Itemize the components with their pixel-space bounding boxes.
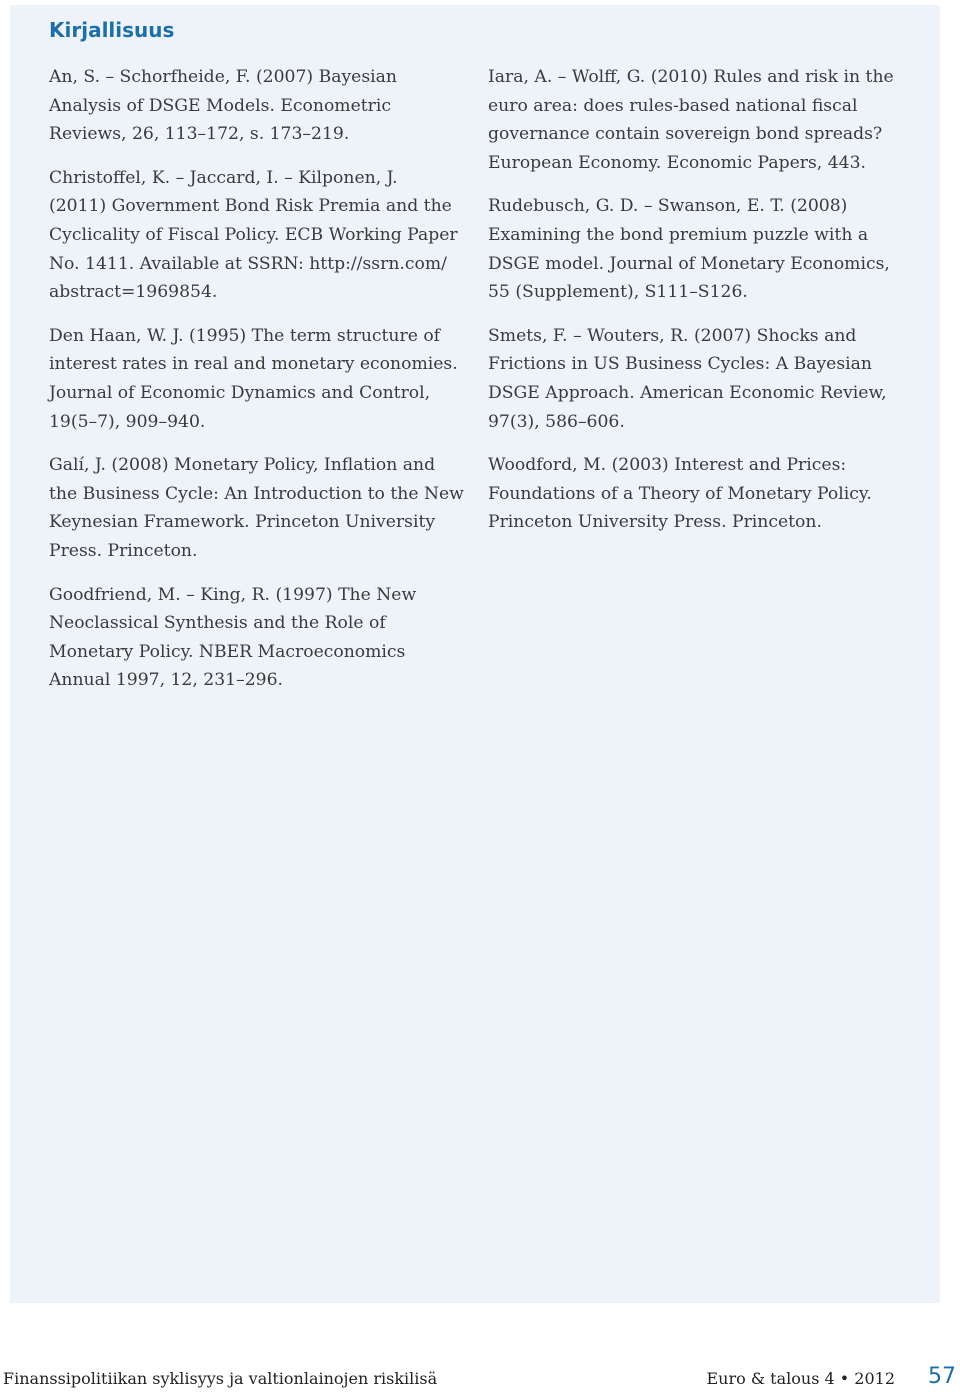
reference-entry: Iara, A. – Wolff, G. (2010) Rules and risk in the euro area: does rules-based national fiscal governance contain sovereign bond spreads? European Economy. Economic Papers, 443. bbox=[488, 67, 894, 173]
reference-entry: Den Haan, W. J. (1995) The term structure of interest rates in real and monetary economies. Journal of Economic Dynamics and Control, 19(5–7), 909–940. bbox=[49, 325, 458, 432]
footer-article-title: Finanssipolitiikan syklisyys ja valtionlainojen riskilisä bbox=[3, 1369, 438, 1388]
references-column-left bbox=[49, 63, 464, 710]
section-heading: Kirjallisuus bbox=[49, 18, 175, 42]
reference-entry: Christoffel, K. – Jaccard, I. – Kilponen, J. (2011) Government Bond Risk Premia and the Cyclicality of Fiscal Policy. ECB Working Paper No. 1411. Available at SSRN: http://ssrn.com/ abstract=1969854. bbox=[49, 167, 458, 303]
footer-publication: Euro & talous 4 • 2012 bbox=[706, 1369, 895, 1388]
reference-entry: Goodfriend, M. – King, R. (1997) The New Neoclassical Synthesis and the Role of Monetary Policy. NBER Macroeconomics Annual 1997, 12, 231–296. bbox=[49, 584, 417, 691]
reference-entry: Galí, J. (2008) Monetary Policy, Inflation and the Business Cycle: An Introduction to the New Keynesian Framework. Princeton University Press. Princeton. bbox=[49, 455, 464, 561]
reference-entry: Smets, F. – Wouters, R. (2007) Shocks and Frictions in US Business Cycles: A Bayesian DSGE Approach. American Economic Review, 97(3), 586–606. bbox=[488, 325, 887, 432]
page-number: 57 bbox=[928, 1364, 956, 1389]
reference-entry: Woodford, M. (2003) Interest and Prices: Foundations of a Theory of Monetary Policy. Princeton University Press. Princeton. bbox=[488, 455, 872, 533]
page-footer bbox=[0, 1366, 960, 1394]
reference-entry: Rudebusch, G. D. – Swanson, E. T. (2008) Examining the bond premium puzzle with a DSGE model. Journal of Monetary Economics, 55 (Supplement), S111–S126. bbox=[488, 196, 890, 303]
references-column-right bbox=[488, 63, 908, 552]
reference-entry: An, S. – Schorfheide, F. (2007) Bayesian Analysis of DSGE Models. Econometric Reviews, 26, 113–172, s. 173–219. bbox=[49, 67, 397, 145]
